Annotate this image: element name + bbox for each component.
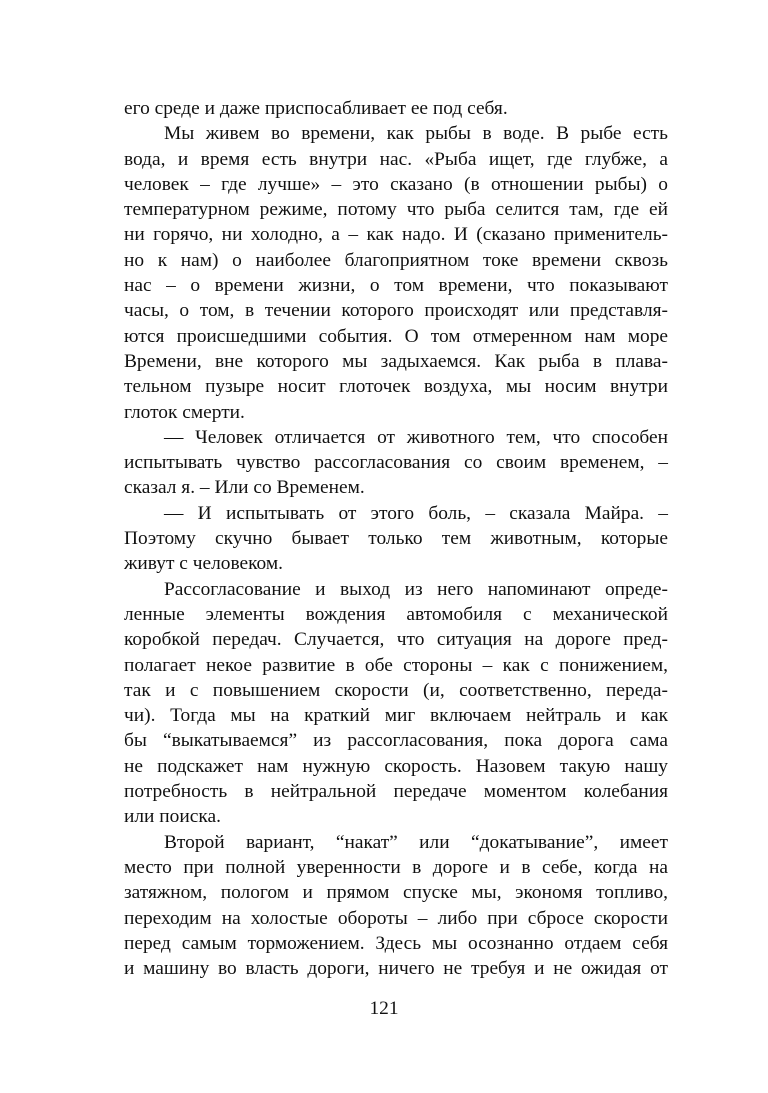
text-line: глоток смерти. [124, 401, 245, 423]
text-line: чи). Тогда мы на краткий миг включаем нейтраль и как [124, 705, 668, 727]
text-line: Поэтому скучно бывает только тем животным, которые [124, 528, 668, 550]
text-line: часы, о том, в течении которого происходят или представля- [124, 300, 668, 322]
text-line: Второй вариант, “накат” или “докатывание”, имеет [164, 831, 668, 853]
text-line: не подскажет нам нужную скорость. Назовем такую нашу [124, 755, 668, 777]
text-line: и машину во власть дороги, ничего не требуя и не ожидая от [124, 958, 668, 980]
text-line: вода, и время есть внутри нас. «Рыба ищет, где глубже, а [124, 148, 668, 170]
text-line: Рассогласование и выход из него напоминают опреде- [164, 578, 668, 600]
text-line: перед самым торможением. Здесь мы осознанно отдаем себя [124, 932, 668, 954]
text-line: ленные элементы вождения автомобиля с механической [124, 603, 668, 625]
text-line: нас – о времени жизни, о том времени, что показывают [124, 275, 668, 297]
text-line: живут с человеком. [124, 553, 283, 575]
dialogue-line: — Человек отличается от животного тем, что способен [164, 426, 668, 448]
text-line: потребность в нейтральной передаче моментом колебания [124, 781, 668, 803]
text-line: Времени, вне которого мы задыхаемся. Как рыба в плава- [124, 350, 668, 372]
text-line: испытывать чувство рассогласования со своим временем, – [124, 452, 668, 474]
text-line: тельном пузыре носит глоточек воздуха, мы носим внутри [124, 376, 668, 398]
text-line: ни горячо, ни холодно, а – как надо. И (сказано применитель- [124, 224, 668, 246]
text-line: бы “выкатываемся” из рассогласования, пока дорога сама [124, 730, 668, 752]
text-line: сказал я. – Или со Временем. [124, 477, 365, 499]
text-line: затяжном, пологом и прямом спуске мы, экономя топливо, [124, 882, 668, 904]
text-line: но к нам) о наиболее благоприятном токе времени сквозь [124, 249, 668, 271]
text-line: Мы живем во времени, как рыбы в воде. В рыбе есть [164, 123, 668, 145]
text-line: полагает некое развитие в обе стороны – как с понижением, [124, 654, 668, 676]
text-line: температурном режиме, потому что рыба селится там, где ей [124, 199, 668, 221]
text-line: коробкой передач. Случается, что ситуация на дороге пред- [124, 629, 668, 651]
page-number: 121 [369, 998, 399, 1019]
text-line: ются происшедшими события. О том отмеренном нам море [124, 325, 668, 347]
text-line: место при полной уверенности в дороге и в себе, когда на [124, 856, 668, 878]
dialogue-line: — И испытывать от этого боль, – сказала Майра. – [164, 502, 668, 524]
body-text [124, 96, 668, 981]
text-line: человек – где лучше» – это сказано (в отношении рыбы) о [124, 173, 668, 195]
text-line: так и с повышением скорости (и, соответственно, переда- [124, 679, 668, 701]
text-line: или поиска. [124, 806, 221, 828]
text-line: его среде и даже приспосабливает ее под себя. [124, 98, 508, 119]
text-line: переходим на холостые обороты – либо при сбросе скорости [124, 907, 668, 929]
